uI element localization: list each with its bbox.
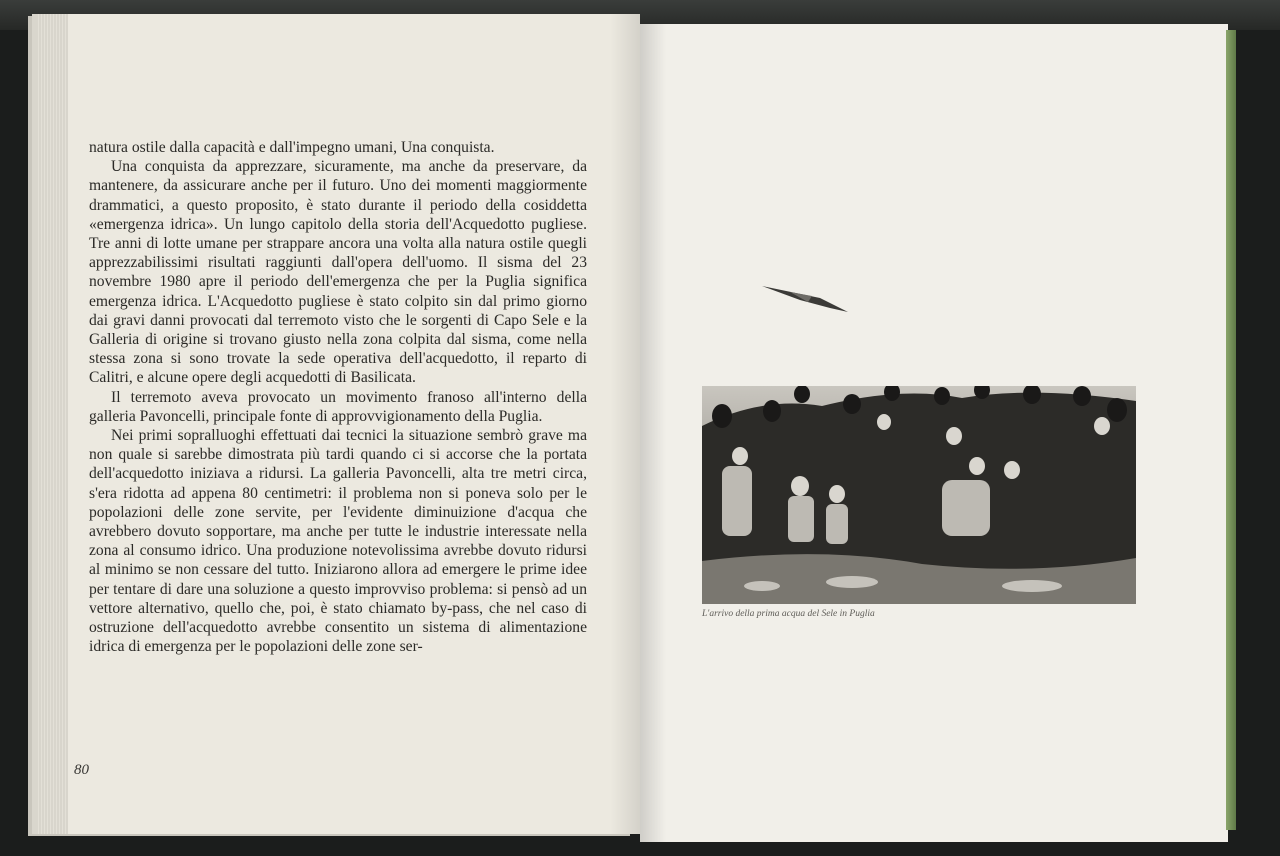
gutter-shadow	[640, 24, 666, 842]
paragraph: natura ostile dalla capacità e dall'impegno umani, Una conquista.	[89, 139, 495, 156]
page-number: 80	[74, 762, 89, 778]
paragraph: Nei primi sopralluoghi effettuati dai tecnici la situazione sembrò grave ma non quale si sarebbe dimostrata più tardi quando ci si accorse che la portata dell'acquedotto iniziava a ridursi. La galleria Pavoncelli, alta tre metri circa, s'era ridotta ad appena 80 centimetri: il problema non si poneva solo per le popolazioni delle zone servite, per l'evidente diminuizione d'acqua che avrebbero dovuto sopportare, ma anche per tutte le industrie interessate nella zona al consumo idrico. Una produzione notevolissima avrebbe dovuto ridursi al minimo se non cessare del tutto. Iniziarono allora ad emergere le prime idee per tentare di dare una soluzione a questo improvviso problema: si pensò ad un vettore alternativo, quello che, poi, è stato chiamato by-pass, che nel caso di ostruzione dell'acquedotto avrebbe consentito un sistema di alimentazione idrica di emergenza per le popolazioni delle zone ser-	[89, 427, 587, 656]
historical-photograph	[702, 386, 1136, 604]
photo-fragment	[760, 282, 852, 316]
page-edge	[38, 14, 68, 834]
body-text	[89, 138, 587, 656]
cover-edge	[1226, 30, 1236, 830]
photo-caption: L'arrivo della prima acqua del Sele in Puglia	[702, 609, 875, 619]
paragraph: Una conquista da apprezzare, sicuramente, ma anche da preservare, da mantenere, da assicurare anche per il futuro. Uno dei momenti maggiormente drammatici, a questo proposito, è stato durante il periodo della cosiddetta «emergenza idrica». Un lungo capitolo della storia dell'Acquedotto pugliese. Tre anni di lotte umane per strappare ancora una volta alla natura ostile quegli apprezzabilissimi risultati raggiunti dall'opera dell'uomo. Il sisma del 23 novembre 1980 apre il periodo dell'emergenza che per la Puglia significa emergenza idrica. L'Acquedotto pugliese è stato colpito sin dal primo giorno dai gravi danni provocati dal terremoto visto che le sorgenti di Capo Sele e la Galleria di origine si trovano giusto nella zona colpita dal sisma, come nella stessa zona si sono trovate la sede operativa dell'acquedotto, il reparto di Calitri, e alcune opere degli acquedotti di Basilicata.	[89, 158, 587, 387]
gutter-shadow	[610, 14, 640, 834]
paragraph: Il terremoto aveva provocato un movimento franoso all'interno della galleria Pavoncelli, principale fonte di approvvigionamento della Puglia.	[89, 388, 587, 425]
